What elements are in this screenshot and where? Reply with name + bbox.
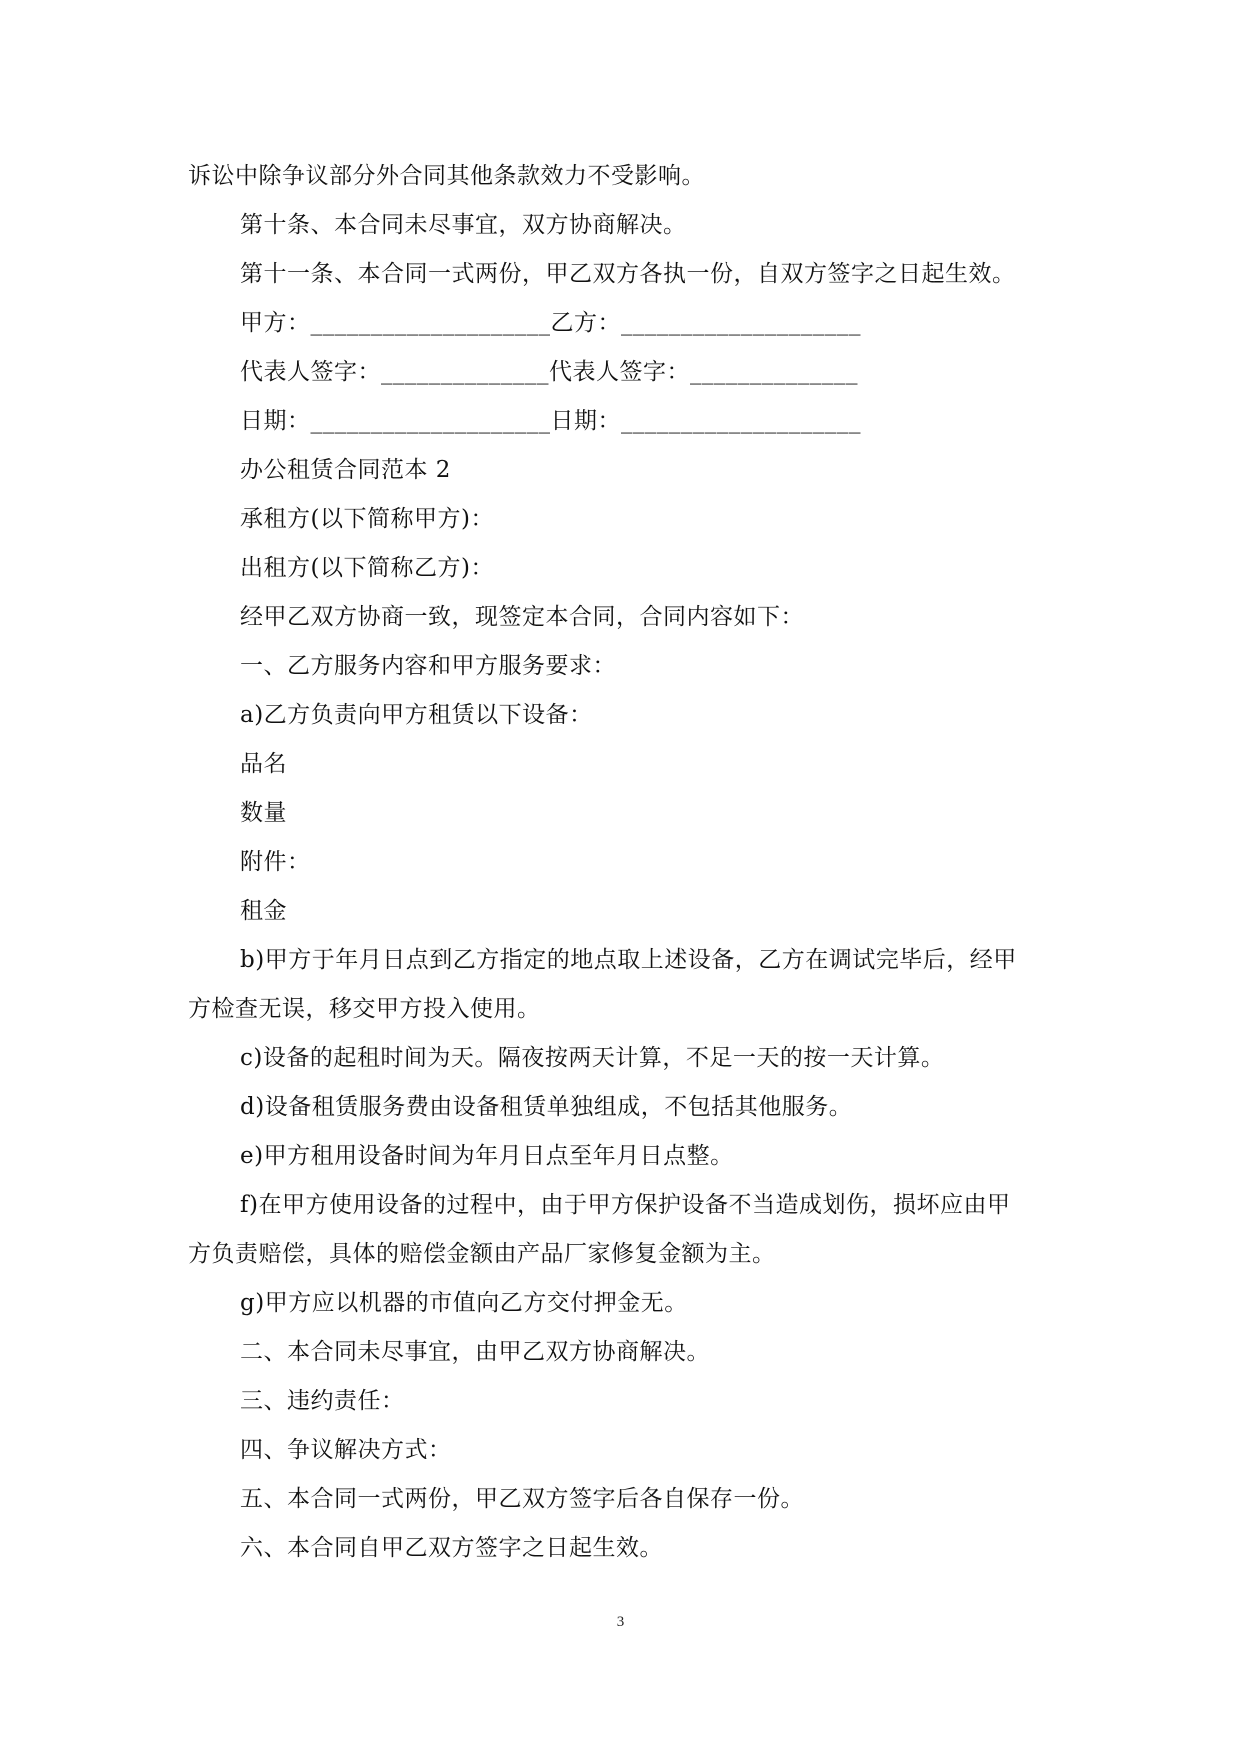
clause-b-line-1: b)甲方于年月日点到乙方指定的地点取上述设备，乙方在调试完毕后，经甲 [240,947,1017,973]
clause-one-heading: 一、乙方服务内容和甲方服务要求： [240,653,616,679]
party-b-representative-field: 代表人签字：______________ [549,359,858,385]
clause-four: 四、争议解决方式： [240,1437,452,1463]
article-eleven: 第十一条、本合同一式两份，甲乙双方各执一份，自双方签字之日起生效。 [240,261,1016,287]
clause-e: e)甲方租用设备时间为年月日点至年月日点整。 [240,1143,734,1169]
section-title: 办公租赁合同范本 2 [240,457,451,483]
clause-g: g)甲方应以机器的市值向乙方交付押金无。 [240,1290,688,1316]
lessee-line: 承租方(以下简称甲方)： [240,506,494,532]
party-b-signature-field: 乙方：____________________ [550,310,861,336]
clause-three: 三、违约责任： [240,1388,405,1414]
lessor-line: 出租方(以下简称乙方)： [240,555,494,581]
signature-row-date [188,397,1068,446]
clause-a: a)乙方负责向甲方租赁以下设备： [240,702,593,728]
clause-f-line-2: 方负责赔偿，具体的赔偿金额由产品厂家修复金额为主。 [188,1241,776,1267]
party-a-representative-field: 代表人签字：______________ [240,359,549,385]
signature-row-representative [188,348,1068,397]
paragraph-line: 诉讼中除争议部分外合同其他条款效力不受影响。 [188,163,705,189]
clause-five: 五、本合同一式两份，甲乙双方签字后各自保存一份。 [240,1486,804,1512]
item-rent: 租金 [240,898,287,924]
clause-two: 二、本合同未尽事宜，由甲乙双方协商解决。 [240,1339,710,1365]
party-a-date-field: 日期：____________________ [240,408,551,434]
signature-row-party [188,299,1068,348]
document-body [188,152,1068,1573]
clause-six: 六、本合同自甲乙双方签字之日起生效。 [240,1535,663,1561]
page-number: 3 [616,1614,625,1630]
clause-b-line-2: 方检查无误，移交甲方投入使用。 [188,996,541,1022]
clause-f-line-1: f)在甲方使用设备的过程中，由于甲方保护设备不当造成划伤，损坏应由甲 [240,1192,1011,1218]
item-product-name: 品名 [240,751,287,777]
preamble-line: 经甲乙双方协商一致，现签定本合同，合同内容如下： [240,604,804,630]
clause-c: c)设备的起租时间为天。隔夜按两天计算，不足一天的按一天计算。 [240,1045,945,1071]
item-attachment: 附件： [240,849,311,875]
party-b-date-field: 日期：____________________ [550,408,861,434]
item-quantity: 数量 [240,800,287,826]
party-a-signature-field: 甲方：____________________ [240,310,551,336]
clause-d: d)设备租赁服务费由设备租赁单独组成，不包括其他服务。 [240,1094,853,1120]
article-ten: 第十条、本合同未尽事宜，双方协商解决。 [240,212,687,238]
